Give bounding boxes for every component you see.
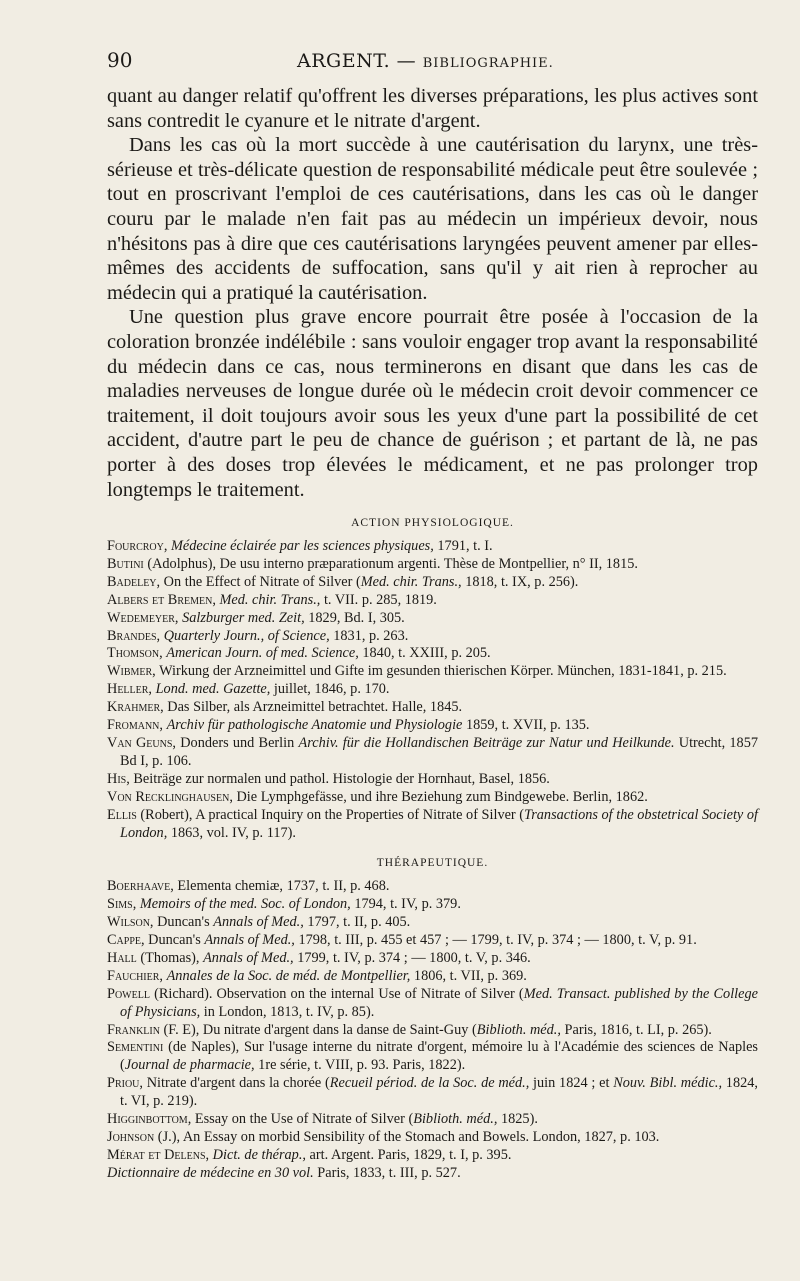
entry-title: Lond. med. Gazette, (155, 681, 271, 698)
page-number: 90 (107, 48, 133, 72)
entry-title: Dict. de thérap., (212, 1146, 306, 1163)
section-subtitle: BIBLIOGRAPHIE. (422, 56, 554, 71)
section-physiologique (107, 515, 758, 842)
bibliography-entry: Johnson (J.), An Essay on morbid Sensibility of the Stomach and Bowels. London, 1827, p. 103. (107, 1129, 660, 1145)
entry-author: Higginbottom, (107, 1111, 192, 1128)
bibliography-entry: Priou, Nitrate d'argent dans la chorée (Recueil périod. de la Soc. de méd., juin 1824 ; et Nouv. Bibl. médic., 1824, t. VI, p. 219). (107, 1075, 758, 1110)
bibliography-entry: Ellis (Robert), A practical Inquiry on the Properties of Nitrate of Silver (Transactions of the obstetrical Society of London, 1863, vol. IV, p. 117). (107, 806, 758, 841)
entry-author: Ellis (107, 806, 137, 823)
chapter-title: ARGENT. (297, 50, 391, 72)
entry-title: Journal de pharmacie, (124, 1057, 255, 1074)
entry-author: Mérat et Delens, (107, 1146, 210, 1163)
entry-title: Biblioth. méd., (476, 1021, 561, 1038)
bibliography-entry: Fourcroy, Médecine éclairée par les sciences physiques, 1791, t. I. (107, 538, 493, 554)
entry-author: Thomson, (107, 645, 163, 662)
entry-title: Salzburger med. Zeit, (182, 609, 305, 626)
entry-author: Von Recklinghausen, (107, 788, 233, 805)
bibliography-entry: Cappe, Duncan's Annals of Med., 1798, t. III, p. 455 et 457 ; — 1799, t. IV, p. 374 ; — 1800, t. V, p. 91. (107, 932, 697, 949)
entry-author: Fauchier, (107, 967, 163, 984)
bibliography-entry: Mérat et Delens, Dict. de thérap., art. Argent. Paris, 1829, t. I, p. 395. (107, 1146, 512, 1163)
bibliography-entry: Franklin (F. E), Du nitrate d'argent dans la danse de Saint-Guy (Biblioth. méd., Paris, 1816, t. LI, p. 265). (107, 1021, 712, 1038)
entry-author: Badeley, (107, 573, 161, 590)
entry-title: Transactions of the obstetrical Society of London, (120, 806, 758, 841)
bibliography (107, 515, 758, 1183)
entry-author: Heller, (107, 681, 153, 698)
entry-title: Annals of Med., (213, 914, 304, 931)
entry-author: Krahmer, (107, 699, 164, 716)
entry-author: Franklin (107, 1021, 160, 1038)
entry-author: Wedemeyer, (107, 609, 179, 626)
section-heading: ACTION PHYSIOLOGIQUE. (351, 517, 514, 530)
entry-author: Butini (107, 555, 144, 572)
entry-title: Quarterly Journ., of Science, (163, 627, 330, 644)
entry-author: Cappe, (107, 932, 145, 949)
entry-title: Med. chir. Trans., (219, 591, 321, 608)
entry-author: Powell (107, 985, 150, 1002)
bibliography-entry: Powell (Richard). Observation on the internal Use of Nitrate of Silver (Med. Transact. published by the College of Physicians, in London, 1813, t. IV, p. 85). (107, 985, 758, 1020)
section-heading: THÉRAPEUTIQUE. (376, 857, 489, 870)
body-text (107, 84, 758, 502)
entry-author: Sims, (107, 896, 137, 913)
entry-author: Albers et Bremen, (107, 591, 216, 608)
running-title (297, 50, 554, 72)
bibliography-entry: Butini (Adolphus), De usu interno præparationum argenti. Thèse de Montpellier, n° II, 1815. (107, 555, 638, 572)
entry-title: Recueil périod. de la Soc. de méd., (329, 1075, 530, 1092)
entry-title: Médecine éclairée par les sciences physiques, (171, 538, 434, 554)
bibliography-entry: Wedemeyer, Salzburger med. Zeit, 1829, Bd. I, 305. (107, 609, 405, 626)
bibliography-entry: Hall (Thomas), Annals of Med., 1799, t. IV, p. 374 ; — 1800, t. V, p. 346. (107, 949, 531, 966)
entry-title: Memoirs of the med. Soc. of London, (139, 896, 351, 913)
reference-list (107, 538, 758, 842)
bibliography-entry: Fromann, Archiv für pathologische Anatomie und Physiologie 1859, t. XVII, p. 135. (107, 717, 590, 734)
bibliography-entry: Albers et Bremen, Med. chir. Trans., t. VII. p. 285, 1819. (107, 591, 437, 608)
bibliography-entry: Wilson, Duncan's Annals of Med., 1797, t. II, p. 405. (107, 914, 411, 931)
paragraph-continuation: quant au danger relatif qu'offrent les diverses préparations, les plus actives sont sans contredit le cyanure et le nitrate d'argent. (107, 85, 758, 132)
bibliography-entry: Van Geuns, Donders und Berlin Archiv. für die Hollandischen Beiträge zur Natur und Heilkunde. Utrecht, 1857 Bd I, p. 106. (107, 734, 759, 769)
entry-title: American Journ. of med. Science, (166, 645, 359, 662)
entry-author: Priou, (107, 1075, 143, 1092)
bibliography-entry: Wibmer, Wirkung der Arzneimittel und Gifte im gesunden thierischen Körper. München, 1831-1841, p. 215. (107, 663, 727, 680)
entry-author: Johnson (107, 1129, 155, 1145)
entry-title: Archiv. für die Hollandischen Beiträge zur Natur und Heilkunde. (298, 734, 675, 751)
entry-title: Annales de la Soc. de méd. de Montpellier, (166, 967, 411, 984)
bibliography-entry: Sims, Memoirs of the med. Soc. of London, 1794, t. IV, p. 379. (107, 896, 461, 913)
entry-title: Archiv für pathologische Anatomie und Physiologie (166, 717, 463, 734)
entry-author: Fourcroy, (107, 538, 168, 554)
bibliography-entry: Sementini (de Naples), Sur l'usage interne du nitrate d'orgent, mémoire lu à l'Académie des sciences de Naples (Journal de pharmacie, 1re série, t. VIII, p. 93. Paris, 1822). (107, 1039, 758, 1074)
entry-title: Annals of Med., (204, 932, 295, 949)
title-separator: — (396, 50, 417, 72)
bibliography-entry: Brandes, Quarterly Journ., of Science, 1831, p. 263. (107, 627, 409, 644)
bibliography-entry: His, Beiträge zur normalen und pathol. Histologie der Hornhaut, Basel, 1856. (107, 770, 550, 787)
entry-author: Hall (107, 949, 137, 966)
bibliography-entry: Krahmer, Das Silber, als Arzneimittel betrachtet. Halle, 1845. (107, 699, 463, 716)
entry-author: Fromann, (107, 717, 163, 734)
entry-author: His, (107, 770, 130, 787)
reference-list (107, 878, 758, 1182)
bibliography-entry: Heller, Lond. med. Gazette, juillet, 1846, p. 170. (107, 681, 390, 698)
bibliography-entry: Boerhaave, Elementa chemiæ, 1737, t. II, p. 468. (107, 878, 390, 895)
bibliography-entry: Thomson, American Journ. of med. Science, 1840, t. XXIII, p. 205. (107, 645, 491, 662)
entry-title: Annals of Med., (203, 949, 294, 966)
entry-author: Wilson, (107, 914, 154, 931)
bibliography-entry: Fauchier, Annales de la Soc. de méd. de Montpellier, 1806, t. VII, p. 369. (107, 967, 527, 984)
entry-title: Biblioth. méd., (413, 1111, 498, 1128)
entry-author: Brandes, (107, 627, 161, 644)
entry-title: Nouv. Bibl. médic., (613, 1075, 723, 1092)
paragraph-coloration: Une question plus grave encore pourrait être posée à l'occasion de la coloration bronzée indélébile : sans vouloir engager trop avant la responsabilité du médecin dans ce cas, nous terminerons en disant que dans les cas de maladies nerveuses de longue durée où le médecin croit devoir commencer ce traitement, il doit toujours avoir sous les yeux d'une part la possibilité de cet accident, d'autre part le peu de chance de guérison ; et partant de là, ne pas porter à des doses trop élevées le médicament, et ne pas prolonger trop longtemps le traitement. (107, 306, 758, 501)
paragraph-larynx: Dans les cas où la mort succède à une cautérisation du larynx, une très-sérieuse et très-délicate question de responsabilité médicale peut être soulevée ; tout en proscrivant l'emploi de ces cautérisations, dans les cas où le danger couru par le malade n'en fait pas au médecin un impérieux devoir, nous n'hésitons pas à dire que ces cautérisations laryngées peuvent amener par elles-mêmes des accidents de suffocation, sans qu'il y ait rien à reprocher au médecin qui a pratiqué la cautérisation. (107, 134, 758, 304)
bibliography-entry: Badeley, On the Effect of Nitrate of Silver (Med. chir. Trans., 1818, t. IX, p. 256). (107, 573, 579, 590)
entry-author: Wibmer, (107, 663, 156, 680)
running-header (107, 48, 758, 84)
entry-author: Sementini (107, 1039, 164, 1056)
entry-author: Van Geuns, (107, 734, 176, 751)
entry-title: Dictionnaire de médecine en 30 vol. (107, 1164, 314, 1181)
bibliography-entry: Higginbottom, Essay on the Use of Nitrate of Silver (Biblioth. méd., 1825). (107, 1111, 538, 1128)
entry-author: Boerhaave, (107, 878, 174, 895)
entry-title: Med. chir. Trans., (360, 573, 462, 590)
bibliography-entry: Dictionnaire de médecine en 30 vol. Paris, 1833, t. III, p. 527. (107, 1164, 461, 1181)
section-therapeutique (107, 855, 758, 1182)
bibliography-entry: Von Recklinghausen, Die Lymphgefässe, und ihre Beziehung zum Bindgewebe. Berlin, 1862. (107, 788, 648, 805)
entry-title: Med. Transact. published by the College of Physicians, (120, 985, 758, 1020)
